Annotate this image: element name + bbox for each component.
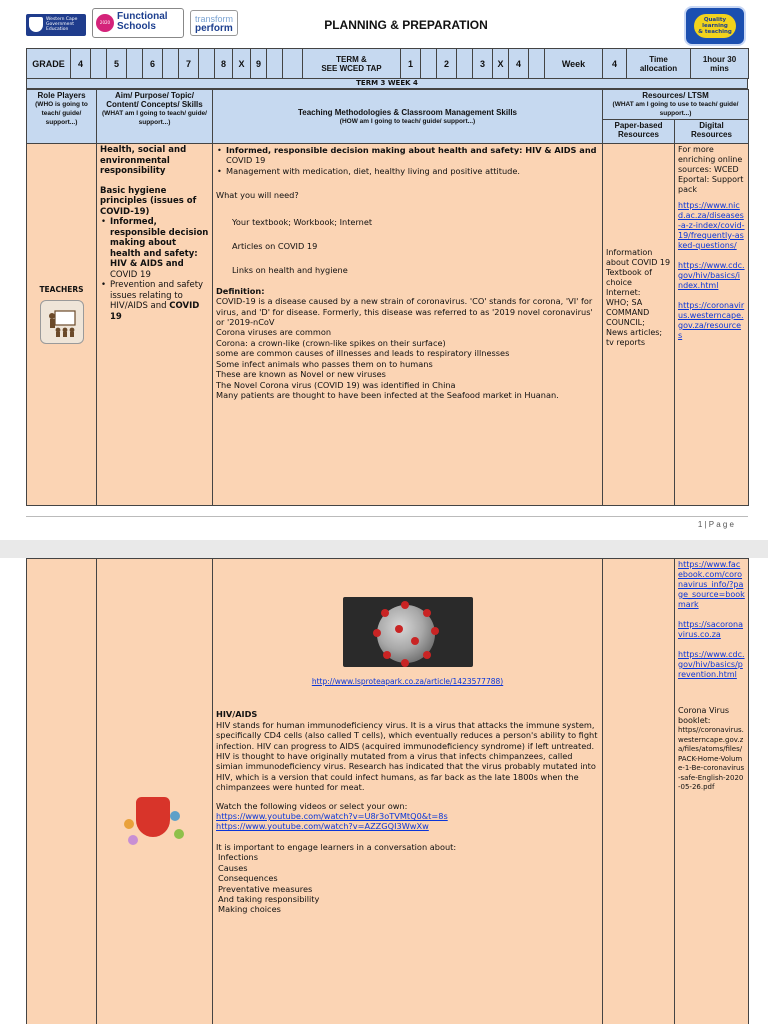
resource-link[interactable]: https://www.cdc.gov/hiv/basics/index.html [678,261,745,290]
week-value: 4 [603,49,627,79]
digital-resources-header: Digital Resources [675,120,749,144]
resource-link[interactable]: https://coronavirus.westerncape.gov.za/resources [678,301,745,340]
image-source-link[interactable]: http://www.lsproteapark.co.za/article/1423577788) [311,677,504,686]
teacher-icon [40,300,84,344]
need-item: Articles on COVID 19 [232,241,318,252]
digital-resources-cell: For more enriching online sources: WCED Eportal: Support pack https://www.nicd.ac.za/diseases-a-z-index/covid-19/frequently-asked-questions/ https://www.cdc.gov/hiv/basics/index.html https://coronavirus.westerncape.gov.za/resources [675,144,749,506]
topic-item: Causes [218,862,248,873]
aim-bullet: • Prevention and safety issues relating to HIV/AIDS and COVID 19 [100,280,209,322]
resource-link[interactable]: https://www.facebook.com/coronavirus_info/?page_source=bookmark [678,560,745,609]
watch-videos-text: Watch the following videos or select your own: [216,800,408,811]
resources-header: Resources/ LTSM (WHAT am I going to use to teach/ guide/ support...) [603,90,749,120]
lesson-plan-table [26,89,749,506]
topic-item: Consequences [218,873,278,884]
lesson-plan-table-continued [26,558,749,1024]
time-allocation-label: Time allocation [627,49,691,79]
paper-resources-header: Paper-based Resources [603,120,675,144]
grade-cell: 8 [215,49,233,79]
hiv-paragraph: HIV is thought to have originally mutated from a virus that infects chimpanzees, called simian immunodeficiency virus. Research has indicated that the virus probably mutated into HIV, which is a version that could infect humans, as far back as the late 1800s when the chimpanzees were hunted for meat. [216,751,596,793]
week-label: Week [545,49,603,79]
term-week-banner [26,78,748,89]
what-you-need: What you will need? [216,190,299,201]
page-title: PLANNING & PREPARATION [324,18,488,32]
hiv-paragraph: HIV stands for human immunodeficiency virus. It is a virus that attacks the immune system, specifically CD4 cells (also called T cells), which eventually reduces a person's ability to fight infection. HIV can progress to AIDS (acquired immunodeficiency syndrome) if left untreated. [216,719,598,751]
page-number: 1 | P a g e [697,520,734,529]
aim-cell [97,559,213,1024]
definition-line: Some infect animals who passes them on to humans [216,358,433,369]
hiv-heading: HIV/AIDS [216,709,258,720]
term-week-label: TERM 3 WEEK 4 [27,79,748,89]
definition-line: Corona: a crown-like (crown-like spikes on their surface) [216,337,446,348]
aim-header: Aim/ Purpose/ Topic/ Content/ Concepts/ Skills (WHAT am I going to teach/ guide/ support...) [97,90,213,144]
resource-link[interactable]: https://www.cdc.gov/hiv/basics/prevention.html [678,650,745,679]
grade-cell: 4 [71,49,91,79]
paper-resources-cell [603,559,675,1024]
page-gap [0,540,768,558]
aim-cell [97,144,213,506]
quality-learning-teaching-logo: Quality learning & teaching [684,6,746,46]
methodology-cell [213,559,603,1024]
topic-item: Making choices [218,904,281,915]
western-cape-government-logo: Western Cape Government Education [26,14,86,36]
term-cell: 1 [401,49,421,79]
role-player-label: TEACHERS [39,285,84,294]
aim-heading: Health, social and environmental responsibility [100,145,187,176]
page-2 [0,558,768,1024]
grade-cell [267,49,283,79]
page-header [26,6,746,42]
resource-link[interactable]: https://www.nicd.ac.za/diseases-a-z-index/covid-19/frequently-asked-questions/ [678,201,745,250]
grade-cell [163,49,179,79]
term-cell: 3 [473,49,493,79]
video-link[interactable]: https://www.youtube.com/watch?v=U8r3oTVMtQ0&t=8s [216,811,448,822]
term-cell [457,49,473,79]
booklet-url: https//coronavirus.westerncape.gov.za/files/atoms/files/PACK-Home-Volume-1-Be-coronavirus-safe-English-2020-05-26.pdf [678,726,745,791]
aim-bullet: • Informed, responsible decision making about health and safety: HIV & AIDS and COVID 19 [100,217,209,280]
topic-item: Preventative measures [218,883,313,894]
resource-link[interactable]: https://sacoronavirus.co.za [678,620,744,639]
definition-line: some are common causes of illnesses and leads to respiratory illnesses [216,348,510,359]
term-cell [529,49,545,79]
role-player-cell [27,144,97,506]
grade-cell: X [233,49,251,79]
hiv-virus-cartoon-image [122,789,188,851]
need-item: Links on health and hygiene [232,265,348,276]
topic-item: Infections [218,852,258,863]
functional-schools-logo: 2020 Functional Schools [92,8,184,38]
grade-cell: 9 [251,49,267,79]
term-cell: 4 [509,49,529,79]
topic-item: And taking responsibility [218,893,320,904]
grade-term-row [26,48,749,79]
term-cell: X [493,49,509,79]
method-bullet: • Informed, responsible decision making about health and safety: HIV & AIDS and COVID 19 [216,145,599,166]
digital-resources-cell [675,559,749,1024]
grade-cell [91,49,107,79]
term-cell: 2 [437,49,457,79]
role-player-cell [27,559,97,1024]
role-players-header: Role Players (WHO is going to teach/ guide/ support...) [27,90,97,144]
booklet-label: Corona Virus booklet: [678,706,730,725]
video-link[interactable]: https://www.youtube.com/watch?v=AZZGQI3WwXw [216,821,429,832]
transform-perform-logo: transform perform [190,10,238,36]
methodology-header: Teaching Methodologies & Classroom Management Skills (HOW am I going to teach/ guide/ support...) [213,90,603,144]
coronavirus-image [343,597,473,667]
time-allocation-value: 1hour 30 mins [691,49,749,79]
grade-cell: 5 [107,49,127,79]
definition-line: COVID-19 is a disease caused by a new strain of coronavirus. 'CO' stands for corona, 'VI' for virus, and 'D' for disease. Formerly, this disease was referred to as '2019 novel coronavirus' or '2019-nCoV [216,296,593,328]
term-label: TERM & SEE WCED TAP [303,49,401,79]
methodology-cell [213,144,603,506]
engage-text: It is important to engage learners in a conversation about: [216,841,457,852]
aim-subheading: Basic hygiene principles (issues of COVID-19) [100,185,197,217]
grade-cell [199,49,215,79]
grade-cell: 7 [179,49,199,79]
grade-cell: 6 [143,49,163,79]
method-bullet: • Management with medication, diet, healthy living and positive attitude. [216,166,599,176]
definition-line: These are known as Novel or new viruses [216,369,386,380]
grade-label: GRADE [27,49,71,79]
definition-line: The Novel Corona virus (COVID 19) was identified in China [216,379,456,390]
definition-label: Definition: [216,285,265,296]
term-cell [421,49,437,79]
definition-line: Many patients are thought to have been infected at the Seafood market in Huanan. [216,389,559,400]
grade-cell [127,49,143,79]
footer-rule [26,516,748,517]
coat-of-arms-icon [29,17,43,32]
definition-line: Corona viruses are common [216,327,332,338]
paper-resources-cell: Information about COVID 19 Textbook of choice Internet: WHO; SA COMMAND COUNCIL; News articles; tv reports [603,144,675,506]
need-item: Your textbook; Workbook; Internet [232,216,373,227]
